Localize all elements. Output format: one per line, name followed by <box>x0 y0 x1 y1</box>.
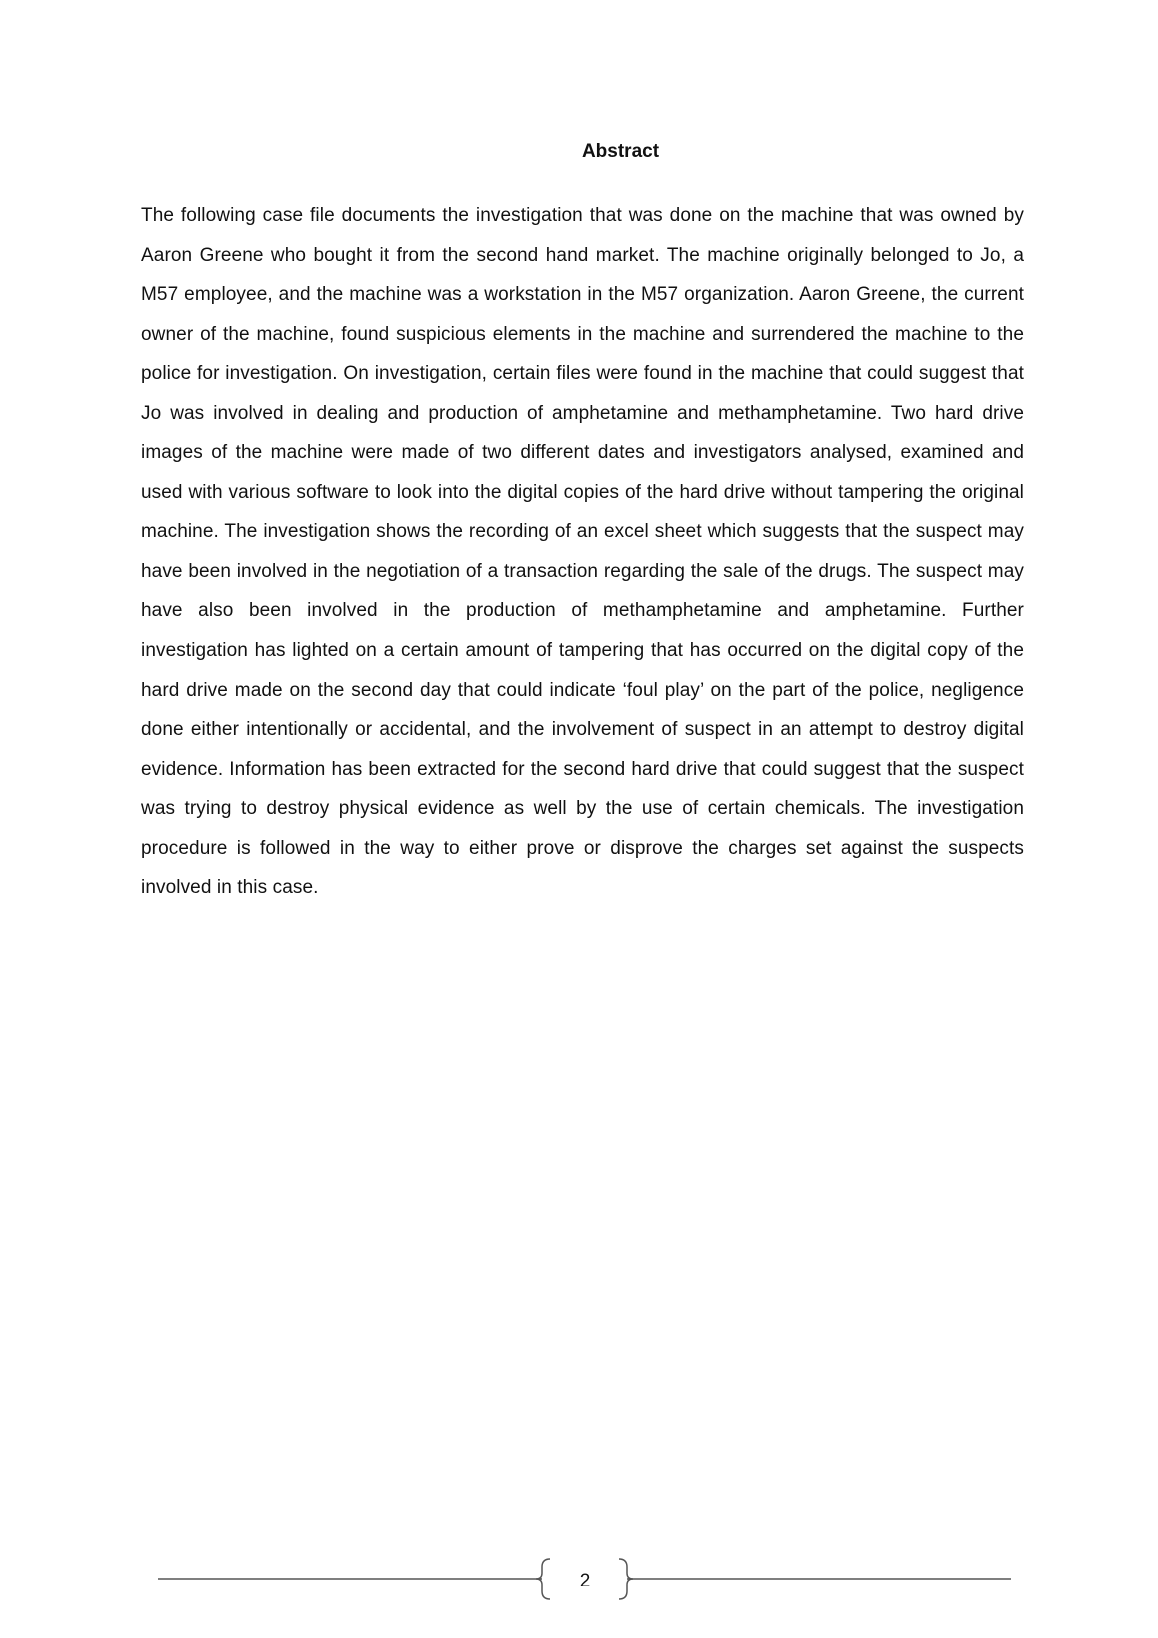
abstract-paragraph: The following case file documents the investigation that was done on the machine that was owned by Aaron Greene who bought it from the second hand market. The machine originally belonged to Jo, a M57 employee, and the machine was a workstation in the M57 organization. Aaron Greene, the current owner of the machine, found suspicious elements in the machine and surrendered the machine to the police for investigation. On investigation, certain files were found in the machine that could suggest that Jo was involved in dealing and production of amphetamine and methamphetamine. Two hard drive images of the machine were made of two different dates and investigators analysed, examined and used with various software to look into the digital copies of the hard drive without tampering the original machine. The investigation shows the recording of an excel sheet which suggests that the suspect may have been involved in the negotiation of a transaction regarding the sale of the drugs. The suspect may have also been involved in the production of methamphetamine and amphetamine. Further investigation has lighted on a certain amount of tampering that has occurred on the digital copy of the hard drive made on the second day that could indicate ‘foul play’ on the part of the police, negligence done either intentionally or accidental, and the involvement of suspect in an attempt to destroy digital evidence. Information has been extracted for the second hard drive that could suggest that the suspect was trying to destroy physical evidence as well by the use of certain chemicals. The investigation procedure is followed in the way to either prove or disprove the charges set against the suspects involved in this case. <box>141 205 1024 899</box>
page-number: 2 <box>579 1572 591 1586</box>
section-title: Abstract <box>581 141 660 162</box>
